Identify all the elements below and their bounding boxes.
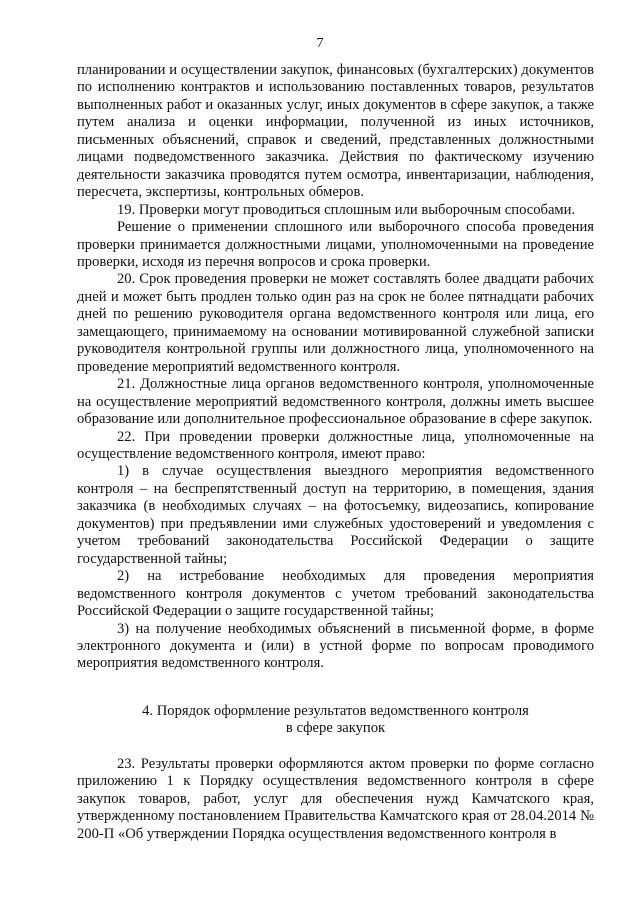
paragraph-continuation: планировании и осуществлении закупок, финансовых (бухгалтерских) документов по исполнению контрактов и использованию поставленных товаров, результатов выполненных работ и оказанных услуг, иных документов в сфере закупок, а также путем анализа и оценки информации, полученной из иных источников, письменных объяснений, справок и сведений, представленных должностными лицами подведомственного заказчика. Действия по фактическому изучению деятельности заказчика проводятся путем осмотра, инвентаризации, наблюдения, пересчета, экспертизы, контрольных обмеров.	[77, 62, 594, 201]
paragraph-23: 23. Результаты проверки оформляются актом проверки по форме согласно приложению 1 к Порядку осуществления ведомственного контроля в сфере закупок товаров, работ, услуг для обеспечения нужд Камчатского края, утвержденному постановлением Правительства Камчатского края от 28.04.2014 № 200-П «Об утверждении Порядка осуществления ведомственного контроля в	[77, 755, 594, 842]
paragraph-22-item-3: 3) на получение необходимых объяснений в письменной форме, в форме электронного документа и (или) в устной форме по вопросам проводимого мероприятия ведомственного контроля.	[77, 620, 594, 672]
paragraph-19-decision: Решение о применении сплошного или выборочного способа проведения проверки принимается должностными лицами, уполномоченными на проведение проверки, исходя из перечня вопросов и срока проверки.	[77, 219, 594, 270]
paragraph-19: 19. Проверки могут проводиться сплошным или выборочным способами.	[117, 201, 576, 218]
paragraph-22-item-1: 1) в случае осуществления выездного мероприятия ведомственного контроля – на беспрепятственный доступ на территорию, в помещения, здания заказчика (в необходимых случаях – на фотосъемку, видеозапись, копирование документов) при предъявлении ими служебных удостоверений и уведомления с учетом требований законодательства Российской Федерации о защите государственной тайны;	[77, 463, 594, 567]
paragraph-21: 21. Должностные лица органов ведомственного контроля, уполномоченные на осуществление мероприятий ведомственного контроля, должны иметь высшее образование или дополнительное профессиональное образование в сфере закупок.	[77, 376, 594, 428]
paragraph-22: 22. При проведении проверки должностные лица, уполномоченные на осуществление ведомственного контроля, имеют право:	[77, 428, 594, 462]
section-heading	[77, 703, 594, 738]
paragraph-22-item-2: 2) на истребование необходимых для проведения мероприятия ведомственного контроля документов с учетом требований законодательства Российской Федерации о защите государственной тайны;	[77, 568, 594, 620]
document-body	[77, 62, 594, 843]
page-number: 7	[316, 36, 324, 51]
paragraph-20: 20. Срок проведения проверки не может составлять более двадцати рабочих дней и может быть продлен только один раз на срок не более пятнадцати рабочих дней по решению руководителя органа ведомственного контроля или лица, его замещающего, принимаемому на основании мотивированной служебной записки руководителя контрольной группы или должностного лица, уполномоченного на проведение мероприятий ведомственного контроля.	[77, 271, 594, 375]
section-heading-line-1: 4. Порядок оформление результатов ведомственного контроля	[142, 702, 529, 719]
section-heading-line-2: в сфере закупок	[285, 720, 386, 737]
